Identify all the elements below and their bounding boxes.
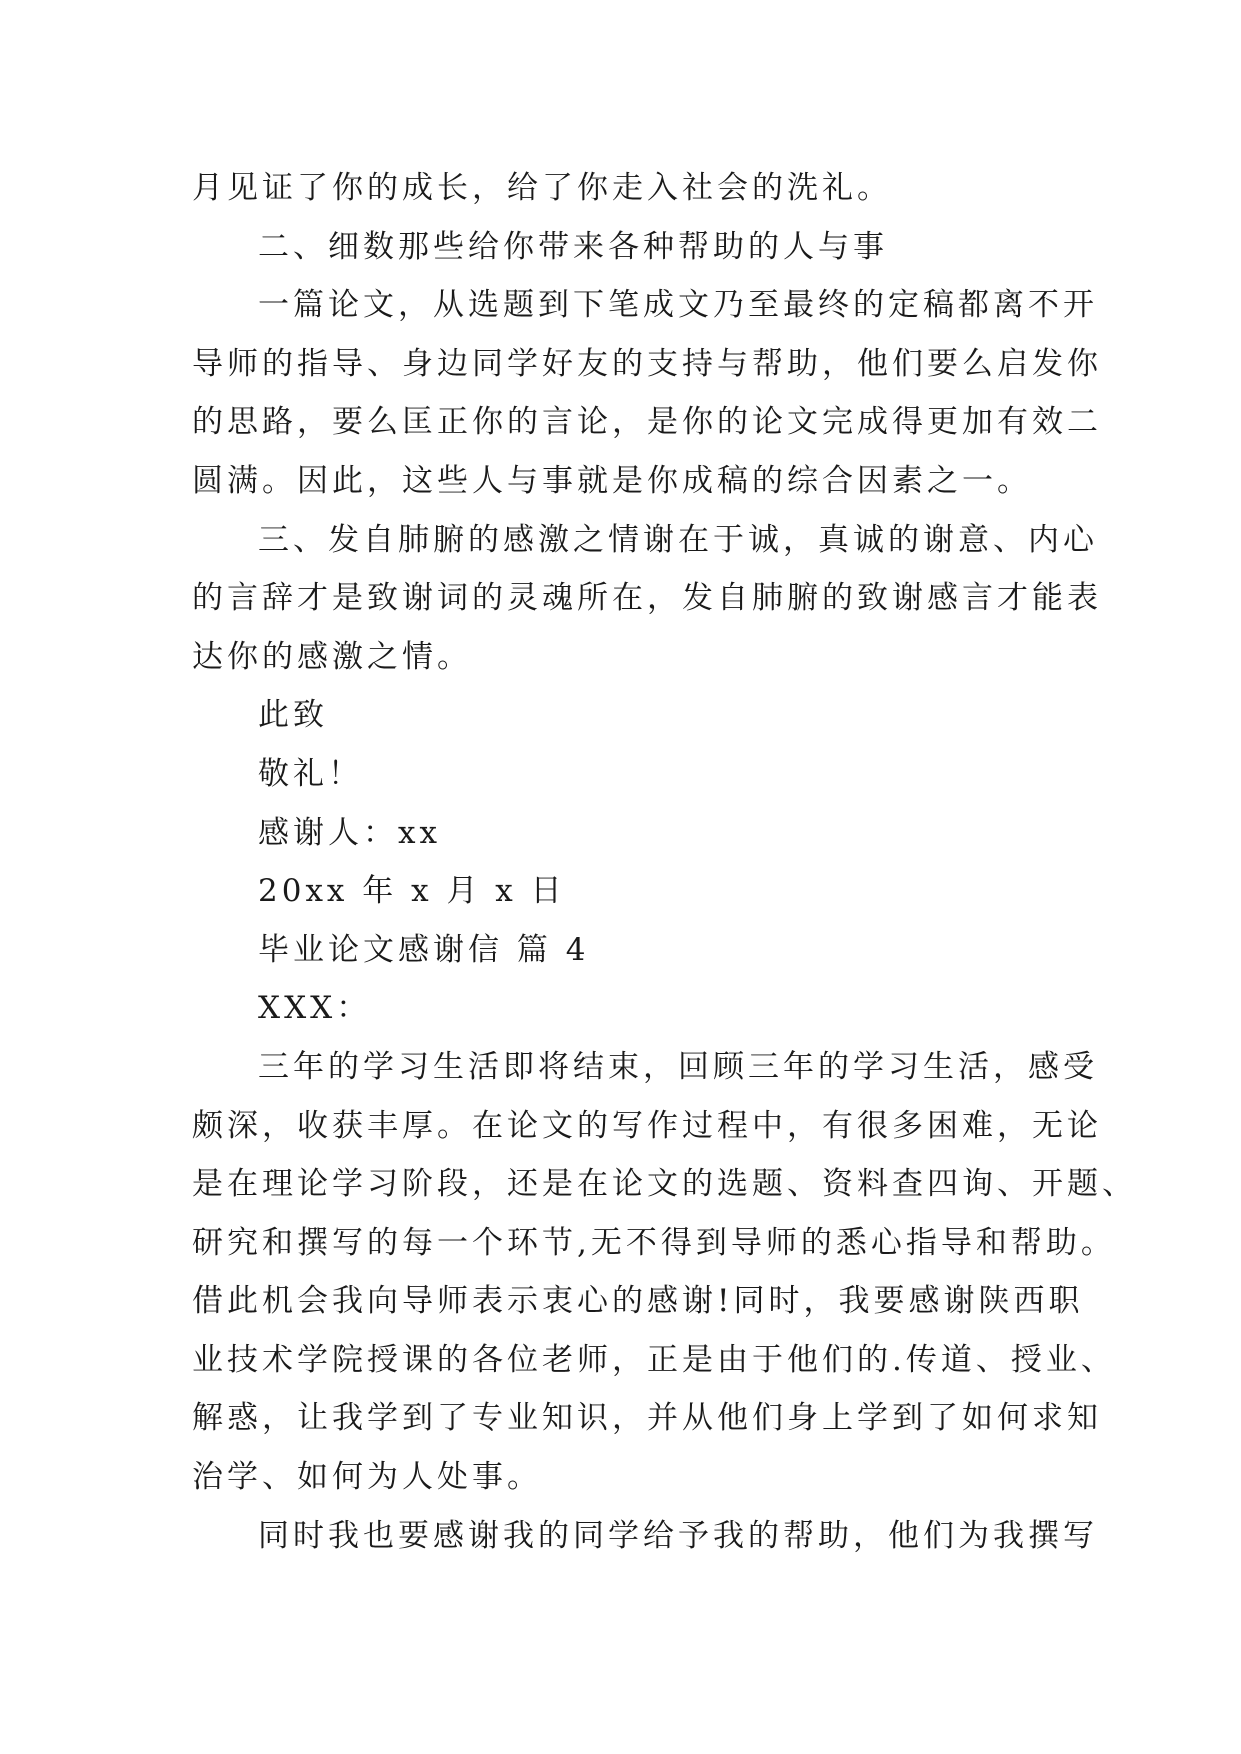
text-line: 颇深，收获丰厚。在论文的写作过程中，有很多困难，无论: [192, 1107, 1102, 1144]
text-line: 敬礼！: [258, 755, 363, 792]
text-line: XXX：: [258, 990, 372, 1027]
text-line: 研究和撰写的每一个环节,无不得到导师的悉心指导和帮助。: [192, 1224, 1116, 1261]
text-line: 二、细数那些给你带来各种帮助的人与事: [258, 228, 888, 265]
text-line: 一篇论文，从选题到下笔成文乃至最终的定稿都离不开: [258, 287, 1098, 324]
text-line: 感谢人：xx: [258, 814, 441, 851]
text-line: 20xx 年 x 月 x 日: [258, 873, 566, 910]
text-line: 三、发自肺腑的感激之情谢在于诚，真诚的谢意、内心: [258, 521, 1098, 558]
text-line: 的思路，要么匡正你的言论，是你的论文完成得更加有效二: [192, 404, 1102, 441]
text-line: 解惑，让我学到了专业知识，并从他们身上学到了如何求知: [192, 1400, 1102, 1437]
text-line: 借此机会我向导师表示衷心的感谢!同时，我要感谢陕西职: [192, 1283, 1084, 1320]
text-line: 导师的指导、身边同学好友的支持与帮助，他们要么启发你: [192, 345, 1102, 382]
text-line: 此致: [258, 697, 328, 734]
text-line: 毕业论文感谢信 篇 4: [258, 931, 590, 968]
text-line: 三年的学习生活即将结束，回顾三年的学习生活，感受: [258, 1048, 1098, 1085]
document-body: [192, 159, 1137, 1565]
text-line: 的言辞才是致谢词的灵魂所在，发自肺腑的致谢感言才能表: [192, 580, 1102, 617]
text-line: 治学、如何为人处事。: [192, 1459, 542, 1496]
text-line: 是在理论学习阶段，还是在论文的选题、资料查四询、开题、: [192, 1166, 1137, 1203]
text-line: 圆满。因此，这些人与事就是你成稿的综合因素之一。: [192, 462, 1032, 499]
text-line: 月见证了你的成长，给了你走入社会的洗礼。: [192, 170, 892, 206]
text-line: 同时我也要感谢我的同学给予我的帮助，他们为我撰写: [258, 1517, 1098, 1554]
text-line: 达你的感激之情。: [192, 638, 472, 675]
text-line: 业技术学院授课的各位老师，正是由于他们的.传道、授业、: [192, 1341, 1116, 1378]
